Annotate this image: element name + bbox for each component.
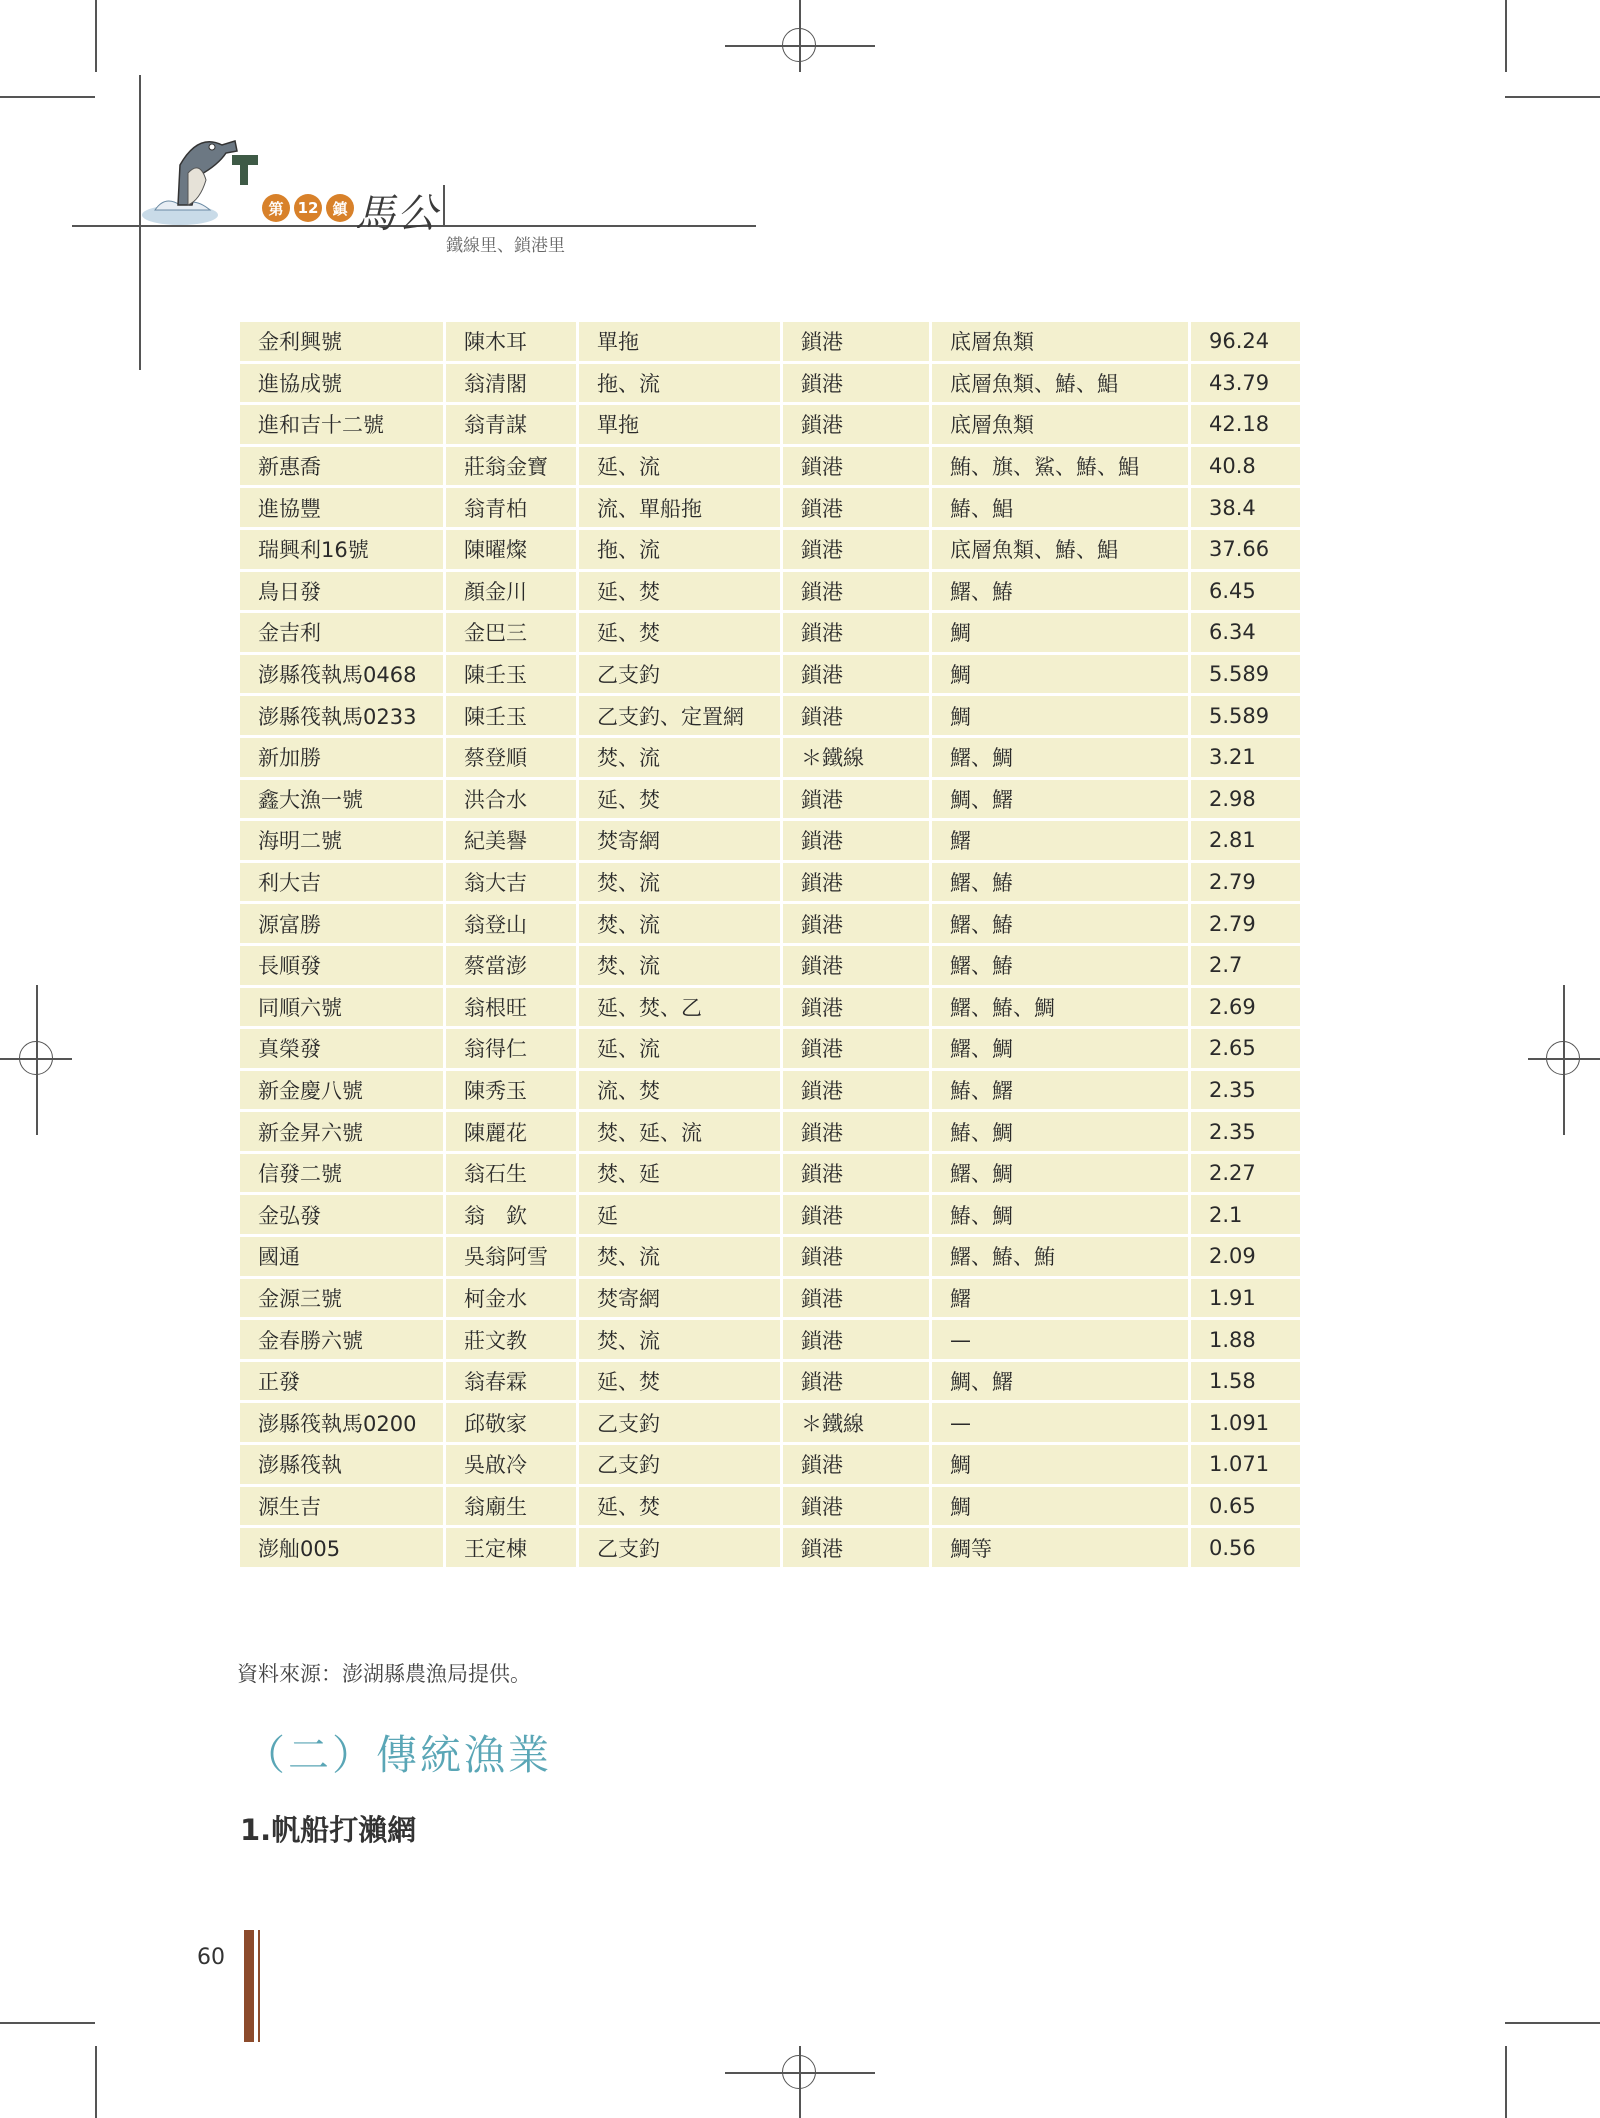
owner-name-cell: 翁石生 xyxy=(445,1152,578,1194)
tonnage-cell: 2.09 xyxy=(1190,1236,1302,1278)
table-row xyxy=(239,445,1302,487)
vessel-name-cell: 源生吉 xyxy=(239,1485,445,1527)
catch-species-cell: 鯛 xyxy=(931,1485,1190,1527)
tonnage-cell: 38.4 xyxy=(1190,487,1302,529)
catch-species-cell: 鱰、鰆 xyxy=(931,903,1190,945)
tonnage-cell: 3.21 xyxy=(1190,736,1302,778)
home-port-cell: 鎖港 xyxy=(782,903,931,945)
owner-name-cell: 紀美譽 xyxy=(445,820,578,862)
catch-species-cell: 底層魚類 xyxy=(931,321,1190,363)
tonnage-cell: 42.18 xyxy=(1190,404,1302,446)
catch-species-cell: 鯛、鱰 xyxy=(931,1360,1190,1402)
tonnage-cell: 6.34 xyxy=(1190,612,1302,654)
fishing-method-cell: 延、焚 xyxy=(578,570,782,612)
tonnage-cell: 96.24 xyxy=(1190,321,1302,363)
tonnage-cell: 2.98 xyxy=(1190,778,1302,820)
fishing-method-cell: 焚、流 xyxy=(578,903,782,945)
tonnage-cell: 2.81 xyxy=(1190,820,1302,862)
home-port-cell: 鎖港 xyxy=(782,1527,931,1569)
catch-species-cell: 底層魚類 xyxy=(931,404,1190,446)
vessel-name-cell: 新金昇六號 xyxy=(239,1111,445,1153)
table-body xyxy=(239,321,1302,1569)
table-row xyxy=(239,653,1302,695)
tonnage-cell: 2.1 xyxy=(1190,1194,1302,1236)
header-divider xyxy=(443,185,445,225)
home-port-cell: 鎖港 xyxy=(782,653,931,695)
fishing-method-cell: 延、焚 xyxy=(578,778,782,820)
fishing-method-cell: 延、焚 xyxy=(578,1360,782,1402)
owner-name-cell: 邱敬家 xyxy=(445,1402,578,1444)
fishing-method-cell: 焚、流 xyxy=(578,861,782,903)
table-row xyxy=(239,1444,1302,1486)
crop-mark xyxy=(0,96,95,98)
registration-circle xyxy=(782,28,816,62)
crop-mark xyxy=(0,2022,95,2024)
registration-circle xyxy=(1546,1041,1580,1075)
table-row xyxy=(239,778,1302,820)
vessel-name-cell: 澎縣筏執 xyxy=(239,1444,445,1486)
table-row xyxy=(239,861,1302,903)
catch-species-cell: 鱰 xyxy=(931,1277,1190,1319)
catch-species-cell: 底層魚類、鰆、鯧 xyxy=(931,362,1190,404)
home-port-cell: 鎖港 xyxy=(782,570,931,612)
vessel-name-cell: 金吉利 xyxy=(239,612,445,654)
table-row xyxy=(239,1277,1302,1319)
home-port-cell: 鎖港 xyxy=(782,404,931,446)
vessel-name-cell: 澎舢005 xyxy=(239,1527,445,1569)
fishing-method-cell: 延 xyxy=(578,1194,782,1236)
fishing-method-cell: 焚寄網 xyxy=(578,1277,782,1319)
owner-name-cell: 吳翁阿雪 xyxy=(445,1236,578,1278)
source-note: 資料來源：澎湖縣農漁局提供。 xyxy=(237,1662,531,1686)
table-row xyxy=(239,944,1302,986)
vessel-name-cell: 信發二號 xyxy=(239,1152,445,1194)
fishing-method-cell: 乙支釣 xyxy=(578,1402,782,1444)
tonnage-cell: 2.35 xyxy=(1190,1069,1302,1111)
vessel-name-cell: 進和吉十二號 xyxy=(239,404,445,446)
mascot-illustration xyxy=(140,125,260,225)
header-subtitle: 鐵線里、鎖港里 xyxy=(446,236,565,256)
owner-name-cell: 翁春霖 xyxy=(445,1360,578,1402)
home-port-cell: 鎖港 xyxy=(782,1444,931,1486)
vessel-name-cell: 瑞興利16號 xyxy=(239,528,445,570)
catch-species-cell: 鯛、鱰 xyxy=(931,778,1190,820)
vessel-name-cell: 長順發 xyxy=(239,944,445,986)
catch-species-cell: 鰆、鱰 xyxy=(931,1069,1190,1111)
fishing-method-cell: 焚、流 xyxy=(578,944,782,986)
vessel-name-cell: 新金慶八號 xyxy=(239,1069,445,1111)
fishing-method-cell: 流、焚 xyxy=(578,1069,782,1111)
home-port-cell: 鎖港 xyxy=(782,1485,931,1527)
chapter-suffix: 鎮 xyxy=(326,194,354,222)
tonnage-cell: 6.45 xyxy=(1190,570,1302,612)
home-port-cell: 鎖港 xyxy=(782,695,931,737)
fishing-method-cell: 拖、流 xyxy=(578,362,782,404)
owner-name-cell: 顏金川 xyxy=(445,570,578,612)
vessel-name-cell: 澎縣筏執馬0468 xyxy=(239,653,445,695)
crop-mark xyxy=(1505,96,1600,98)
catch-species-cell: 鱰、鯛 xyxy=(931,736,1190,778)
vessel-name-cell: 金利興號 xyxy=(239,321,445,363)
table-row xyxy=(239,1236,1302,1278)
table-row xyxy=(239,1194,1302,1236)
crop-mark xyxy=(1505,2022,1600,2024)
catch-species-cell: 鱰、鯛 xyxy=(931,1152,1190,1194)
chapter-prefix: 第 xyxy=(262,194,290,222)
home-port-cell: 鎖港 xyxy=(782,487,931,529)
vessel-name-cell: 澎縣筏執馬0233 xyxy=(239,695,445,737)
catch-species-cell: 底層魚類、鰆、鯧 xyxy=(931,528,1190,570)
vessel-name-cell: 澎縣筏執馬0200 xyxy=(239,1402,445,1444)
owner-name-cell: 翁青謀 xyxy=(445,404,578,446)
catch-species-cell: 鮪、旗、鯊、鰆、鯧 xyxy=(931,445,1190,487)
owner-name-cell: 陳壬玉 xyxy=(445,653,578,695)
catch-species-cell: 鰆、鯛 xyxy=(931,1194,1190,1236)
table-row xyxy=(239,736,1302,778)
fishing-method-cell: 焚、流 xyxy=(578,736,782,778)
owner-name-cell: 王定棟 xyxy=(445,1527,578,1569)
owner-name-cell: 陳木耳 xyxy=(445,321,578,363)
table-row xyxy=(239,1319,1302,1361)
fishing-method-cell: 流、單船拖 xyxy=(578,487,782,529)
town-name: 馬公 xyxy=(355,191,439,237)
owner-name-cell: 莊文教 xyxy=(445,1319,578,1361)
fishing-method-cell: 延、流 xyxy=(578,445,782,487)
vessel-name-cell: 利大吉 xyxy=(239,861,445,903)
tonnage-cell: 5.589 xyxy=(1190,653,1302,695)
home-port-cell: 鎖港 xyxy=(782,1069,931,1111)
vessel-name-cell: 金弘發 xyxy=(239,1194,445,1236)
owner-name-cell: 翁登山 xyxy=(445,903,578,945)
home-port-cell: 鎖港 xyxy=(782,1319,931,1361)
tonnage-cell: 43.79 xyxy=(1190,362,1302,404)
owner-name-cell: 陳曜燦 xyxy=(445,528,578,570)
vessel-name-cell: 海明二號 xyxy=(239,820,445,862)
vessel-name-cell: 鑫大漁一號 xyxy=(239,778,445,820)
home-port-cell: 鎖港 xyxy=(782,1360,931,1402)
table-row xyxy=(239,612,1302,654)
catch-species-cell: 鱰 xyxy=(931,820,1190,862)
fishing-vessel-table xyxy=(237,319,1303,1570)
registration-circle xyxy=(19,1041,53,1075)
catch-species-cell: 鰆、鯛 xyxy=(931,1111,1190,1153)
table-row xyxy=(239,362,1302,404)
table-row xyxy=(239,1111,1302,1153)
vessel-name-cell: 真榮發 xyxy=(239,1028,445,1070)
home-port-cell: 鎖港 xyxy=(782,820,931,862)
tonnage-cell: 1.91 xyxy=(1190,1277,1302,1319)
owner-name-cell: 翁大吉 xyxy=(445,861,578,903)
table-row xyxy=(239,1360,1302,1402)
home-port-cell: 鎖港 xyxy=(782,1236,931,1278)
catch-species-cell: 鰆、鯧 xyxy=(931,487,1190,529)
home-port-cell: 鎖港 xyxy=(782,986,931,1028)
catch-species-cell: 鯛 xyxy=(931,695,1190,737)
catch-species-cell: 鯛 xyxy=(931,612,1190,654)
home-port-cell: 鎖港 xyxy=(782,944,931,986)
table-row xyxy=(239,1028,1302,1070)
home-port-cell: 鎖港 xyxy=(782,1028,931,1070)
table-row xyxy=(239,695,1302,737)
owner-name-cell: 翁根旺 xyxy=(445,986,578,1028)
home-port-cell: 鎖港 xyxy=(782,528,931,570)
vessel-name-cell: 新加勝 xyxy=(239,736,445,778)
owner-name-cell: 陳秀玉 xyxy=(445,1069,578,1111)
vessel-name-cell: 進協豐 xyxy=(239,487,445,529)
table-row xyxy=(239,1527,1302,1569)
table-row xyxy=(239,1152,1302,1194)
crop-mark xyxy=(1505,2046,1507,2118)
tonnage-cell: 1.58 xyxy=(1190,1360,1302,1402)
fishing-method-cell: 單拖 xyxy=(578,404,782,446)
tonnage-cell: 2.79 xyxy=(1190,903,1302,945)
section-heading: （二）傳統漁業 xyxy=(244,1731,552,1779)
chapter-badge xyxy=(262,194,354,222)
owner-name-cell: 翁清閣 xyxy=(445,362,578,404)
table-row xyxy=(239,528,1302,570)
table-row xyxy=(239,1402,1302,1444)
fishing-method-cell: 焚、延、流 xyxy=(578,1111,782,1153)
fishing-method-cell: 焚寄網 xyxy=(578,820,782,862)
fishing-method-cell: 延、焚 xyxy=(578,612,782,654)
table-row xyxy=(239,1485,1302,1527)
vessel-name-cell: 國通 xyxy=(239,1236,445,1278)
tonnage-cell: 40.8 xyxy=(1190,445,1302,487)
tonnage-cell: 2.7 xyxy=(1190,944,1302,986)
vessel-name-cell: 新惠喬 xyxy=(239,445,445,487)
table-row xyxy=(239,986,1302,1028)
catch-species-cell: 鱰、鰆 xyxy=(931,944,1190,986)
tonnage-cell: 2.79 xyxy=(1190,861,1302,903)
fishing-method-cell: 焚、延 xyxy=(578,1152,782,1194)
tonnage-cell: 2.35 xyxy=(1190,1111,1302,1153)
owner-name-cell: 翁 欽 xyxy=(445,1194,578,1236)
home-port-cell: 鎖港 xyxy=(782,778,931,820)
owner-name-cell: 翁青柏 xyxy=(445,487,578,529)
home-port-cell: 鎖港 xyxy=(782,445,931,487)
home-port-cell: 鎖港 xyxy=(782,1111,931,1153)
page-number: 60 xyxy=(197,1945,225,1970)
owner-name-cell: 陳壬玉 xyxy=(445,695,578,737)
catch-species-cell: — xyxy=(931,1402,1190,1444)
owner-name-cell: 翁廟生 xyxy=(445,1485,578,1527)
vessel-name-cell: 鳥日發 xyxy=(239,570,445,612)
fishing-method-cell: 延、焚 xyxy=(578,1485,782,1527)
catch-species-cell: 鯛 xyxy=(931,653,1190,695)
fishing-method-cell: 乙支釣 xyxy=(578,1444,782,1486)
owner-name-cell: 柯金水 xyxy=(445,1277,578,1319)
tonnage-cell: 0.65 xyxy=(1190,1485,1302,1527)
catch-species-cell: 鱰、鰆、鮪 xyxy=(931,1236,1190,1278)
home-port-cell: 鎖港 xyxy=(782,362,931,404)
owner-name-cell: 洪合水 xyxy=(445,778,578,820)
fishing-method-cell: 乙支釣 xyxy=(578,1527,782,1569)
catch-species-cell: 鱰、鰆 xyxy=(931,570,1190,612)
table-row xyxy=(239,570,1302,612)
owner-name-cell: 蔡當澎 xyxy=(445,944,578,986)
crop-mark xyxy=(95,0,97,72)
owner-name-cell: 金巴三 xyxy=(445,612,578,654)
owner-name-cell: 蔡登順 xyxy=(445,736,578,778)
home-port-cell: 鎖港 xyxy=(782,1152,931,1194)
owner-name-cell: 陳麗花 xyxy=(445,1111,578,1153)
owner-name-cell: 翁得仁 xyxy=(445,1028,578,1070)
page-bar-line xyxy=(258,1930,260,2042)
table-row xyxy=(239,321,1302,363)
tonnage-cell: 2.65 xyxy=(1190,1028,1302,1070)
vessel-name-cell: 金春勝六號 xyxy=(239,1319,445,1361)
home-port-cell: ＊鐵線 xyxy=(782,736,931,778)
fishing-method-cell: 單拖 xyxy=(578,321,782,363)
registration-circle xyxy=(782,2055,816,2089)
tonnage-cell: 1.88 xyxy=(1190,1319,1302,1361)
home-port-cell: 鎖港 xyxy=(782,321,931,363)
table-row xyxy=(239,820,1302,862)
catch-species-cell: — xyxy=(931,1319,1190,1361)
table-row xyxy=(239,903,1302,945)
crop-mark xyxy=(1505,0,1507,72)
vessel-name-cell: 同順六號 xyxy=(239,986,445,1028)
fishing-method-cell: 乙支釣 xyxy=(578,653,782,695)
vessel-name-cell: 進協成號 xyxy=(239,362,445,404)
vessel-name-cell: 正發 xyxy=(239,1360,445,1402)
table-row xyxy=(239,487,1302,529)
fishing-method-cell: 拖、流 xyxy=(578,528,782,570)
catch-species-cell: 鱰、鰆、鯛 xyxy=(931,986,1190,1028)
fishing-method-cell: 延、焚、乙 xyxy=(578,986,782,1028)
home-port-cell: 鎖港 xyxy=(782,1277,931,1319)
catch-species-cell: 鯛等 xyxy=(931,1527,1190,1569)
catch-species-cell: 鱰、鰆 xyxy=(931,861,1190,903)
home-port-cell: ＊鐵線 xyxy=(782,1402,931,1444)
catch-species-cell: 鱰、鯛 xyxy=(931,1028,1190,1070)
owner-name-cell: 莊翁金寶 xyxy=(445,445,578,487)
home-port-cell: 鎖港 xyxy=(782,1194,931,1236)
crop-mark xyxy=(95,2046,97,2118)
fishing-method-cell: 焚、流 xyxy=(578,1236,782,1278)
owner-name-cell: 吳啟冷 xyxy=(445,1444,578,1486)
fishing-method-cell: 乙支釣、定置網 xyxy=(578,695,782,737)
page-bar xyxy=(244,1930,254,2042)
tonnage-cell: 0.56 xyxy=(1190,1527,1302,1569)
subsection-heading: 1.帆船打瀨網 xyxy=(240,1813,417,1847)
tonnage-cell: 2.27 xyxy=(1190,1152,1302,1194)
fishing-method-cell: 焚、流 xyxy=(578,1319,782,1361)
tonnage-cell: 2.69 xyxy=(1190,986,1302,1028)
tonnage-cell: 1.071 xyxy=(1190,1444,1302,1486)
home-port-cell: 鎖港 xyxy=(782,861,931,903)
vessel-name-cell: 金源三號 xyxy=(239,1277,445,1319)
table-row xyxy=(239,1069,1302,1111)
vessel-name-cell: 源富勝 xyxy=(239,903,445,945)
catch-species-cell: 鯛 xyxy=(931,1444,1190,1486)
home-port-cell: 鎖港 xyxy=(782,612,931,654)
tonnage-cell: 37.66 xyxy=(1190,528,1302,570)
tonnage-cell: 1.091 xyxy=(1190,1402,1302,1444)
tonnage-cell: 5.589 xyxy=(1190,695,1302,737)
fishing-method-cell: 延、流 xyxy=(578,1028,782,1070)
chapter-number: 12 xyxy=(294,194,322,222)
table-row xyxy=(239,404,1302,446)
